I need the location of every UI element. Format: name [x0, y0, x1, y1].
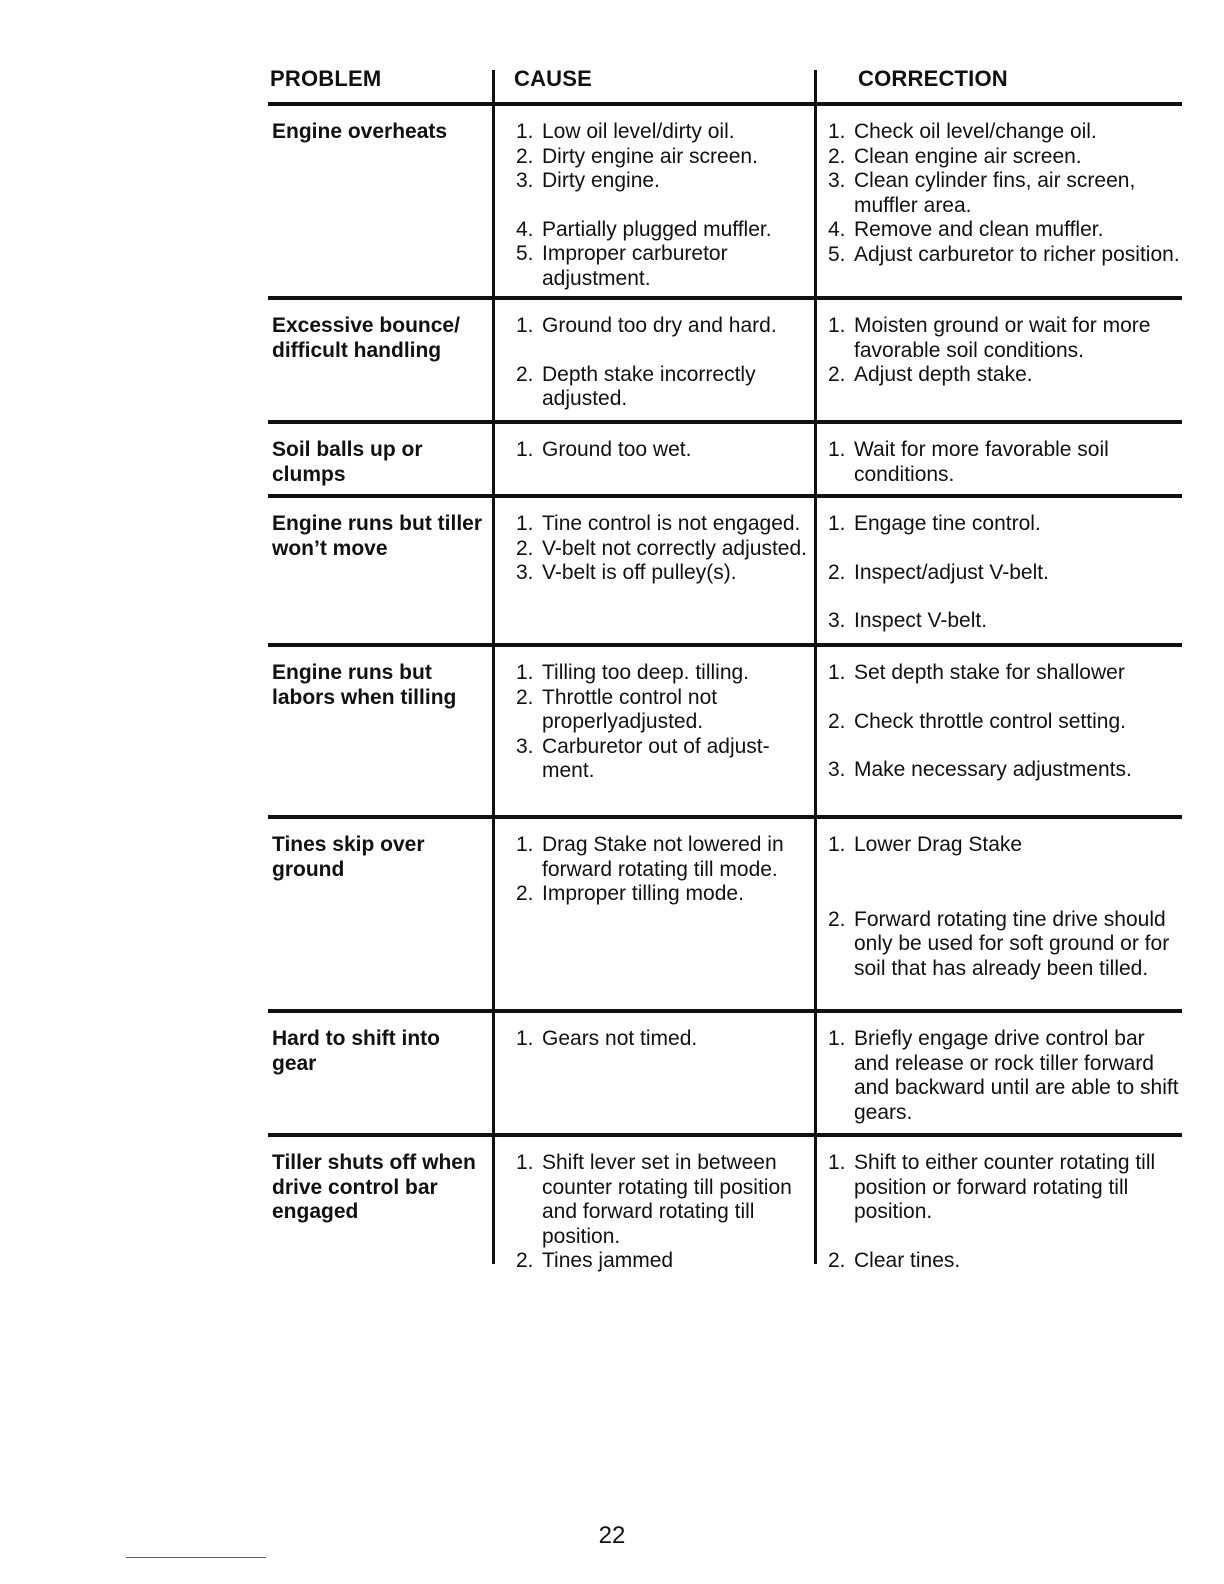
- table-header: [268, 62, 1182, 106]
- correction-cell: [828, 661, 1184, 783]
- cause-cell: [516, 661, 812, 784]
- problem-cell: Hard to shift into gear: [272, 1027, 440, 1075]
- cause-item: 2. Dirty engine air screen.: [516, 144, 758, 168]
- cause-item: 1. Gears not timed.: [516, 1027, 698, 1050]
- correction-item: 2. Forward rotating tine drive should only be used for soft ground or for soil that has already been tilled.: [828, 907, 1170, 980]
- correction-item: 1. Moisten ground or wait for more favorable soil conditions.: [828, 314, 1151, 362]
- cause-item: 3. V-belt is off pulley(s).: [516, 561, 737, 584]
- correction-item: 5. Adjust carburetor to richer position.: [828, 242, 1180, 266]
- page-number: 22: [598, 1522, 626, 1549]
- table-row: [268, 498, 1182, 647]
- table-row: [268, 424, 1182, 498]
- cause-item: 2. V-belt not correctly adjusted.: [516, 536, 807, 560]
- header-problem: PROBLEM: [270, 66, 382, 91]
- correction-cell: [828, 1151, 1184, 1273]
- cause-item: 1. Tine control is not engaged.: [516, 512, 801, 535]
- cause-cell: [516, 120, 812, 291]
- correction-cell: [828, 438, 1184, 487]
- correction-cell: [828, 1027, 1184, 1125]
- cause-item: 1. Tilling too deep. tilling.: [516, 661, 750, 684]
- cause-item: 3. Carburetor out of adjust- ment.: [516, 734, 770, 782]
- correction-cell: [828, 833, 1184, 981]
- correction-item: 2. Check throttle control setting.: [828, 709, 1126, 733]
- table-row: [268, 1013, 1182, 1137]
- correction-item: 2. Clear tines.: [828, 1248, 961, 1272]
- cause-item: 5. Improper carburetor adjustment.: [516, 242, 728, 290]
- cause-item: 2. Throttle control not properlyadjusted.: [516, 685, 718, 733]
- cause-item: 4. Partially plugged muffler.: [516, 217, 772, 241]
- correction-item: 2. Adjust depth stake.: [828, 363, 1033, 386]
- table-row: [268, 300, 1182, 424]
- correction-item: 1. Lower Drag Stake: [828, 833, 1023, 856]
- cause-item: 1. Shift lever set in between counter rotating till position and forward rotating till position.: [516, 1151, 792, 1248]
- cause-item: 3. Dirty engine.: [516, 169, 660, 192]
- problem-cell: Tiller shuts off when drive control bar engaged: [272, 1151, 476, 1223]
- footer-rule: [126, 1557, 266, 1558]
- cause-item: 1. Low oil level/dirty oil.: [516, 120, 735, 143]
- correction-item: 3. Make necessary adjustments.: [828, 758, 1132, 781]
- correction-item: 1. Check oil level/change oil.: [828, 120, 1097, 143]
- correction-item: 1. Engage tine control.: [828, 512, 1041, 535]
- cause-cell: [516, 512, 812, 586]
- table-row: [268, 1137, 1182, 1277]
- problem-cell: Engine runs but tiller won’t move: [272, 512, 483, 560]
- cause-cell: [516, 314, 812, 412]
- problem-cell: Soil balls up or clumps: [272, 438, 423, 486]
- table-row: [268, 819, 1182, 1013]
- correction-item: 2. Inspect/adjust V-belt.: [828, 560, 1049, 584]
- cause-item: 1. Ground too wet.: [516, 438, 692, 461]
- cause-cell: [516, 438, 812, 463]
- correction-item: 1. Briefly engage drive control bar and release or rock tiller forward and backward until are able to shift gears.: [828, 1027, 1179, 1124]
- table-row: [268, 647, 1182, 819]
- correction-item: 3. Inspect V-belt.: [828, 609, 988, 632]
- correction-item: 1. Set depth stake for shallower: [828, 661, 1125, 684]
- correction-item: 1. Shift to either counter rotating till position or forward rotating till position.: [828, 1151, 1156, 1223]
- problem-cell: Engine overheats: [272, 120, 448, 143]
- cause-item: 1. Ground too dry and hard.: [516, 314, 777, 337]
- problem-cell: Engine runs but labors when tilling: [272, 661, 457, 709]
- table-row: [268, 106, 1182, 300]
- cause-item: 2. Tines jammed: [516, 1249, 674, 1272]
- correction-item: 2. Clean engine air screen.: [828, 144, 1082, 168]
- problem-cell: Excessive bounce/ difficult handling: [272, 314, 460, 362]
- troubleshooting-table: [268, 62, 1182, 1277]
- correction-item: 4. Remove and clean muffler.: [828, 218, 1104, 241]
- correction-cell: [828, 512, 1184, 634]
- correction-cell: [828, 314, 1184, 388]
- cause-item: 1. Drag Stake not lowered in forward rotating till mode.: [516, 833, 784, 881]
- cause-cell: [516, 1151, 812, 1274]
- header-cause: CAUSE: [514, 66, 593, 91]
- cause-cell: [516, 1027, 812, 1052]
- cause-item: 2. Depth stake incorrectly adjusted.: [516, 362, 756, 410]
- correction-item: 3. Clean cylinder fins, air screen, muffler area.: [828, 169, 1136, 217]
- header-correction: CORRECTION: [858, 66, 1008, 91]
- cause-item: 2. Improper tilling mode.: [516, 882, 744, 905]
- correction-cell: [828, 120, 1184, 267]
- correction-item: 1. Wait for more favorable soil conditions.: [828, 438, 1109, 486]
- problem-cell: Tines skip over ground: [272, 833, 425, 881]
- cause-cell: [516, 833, 812, 907]
